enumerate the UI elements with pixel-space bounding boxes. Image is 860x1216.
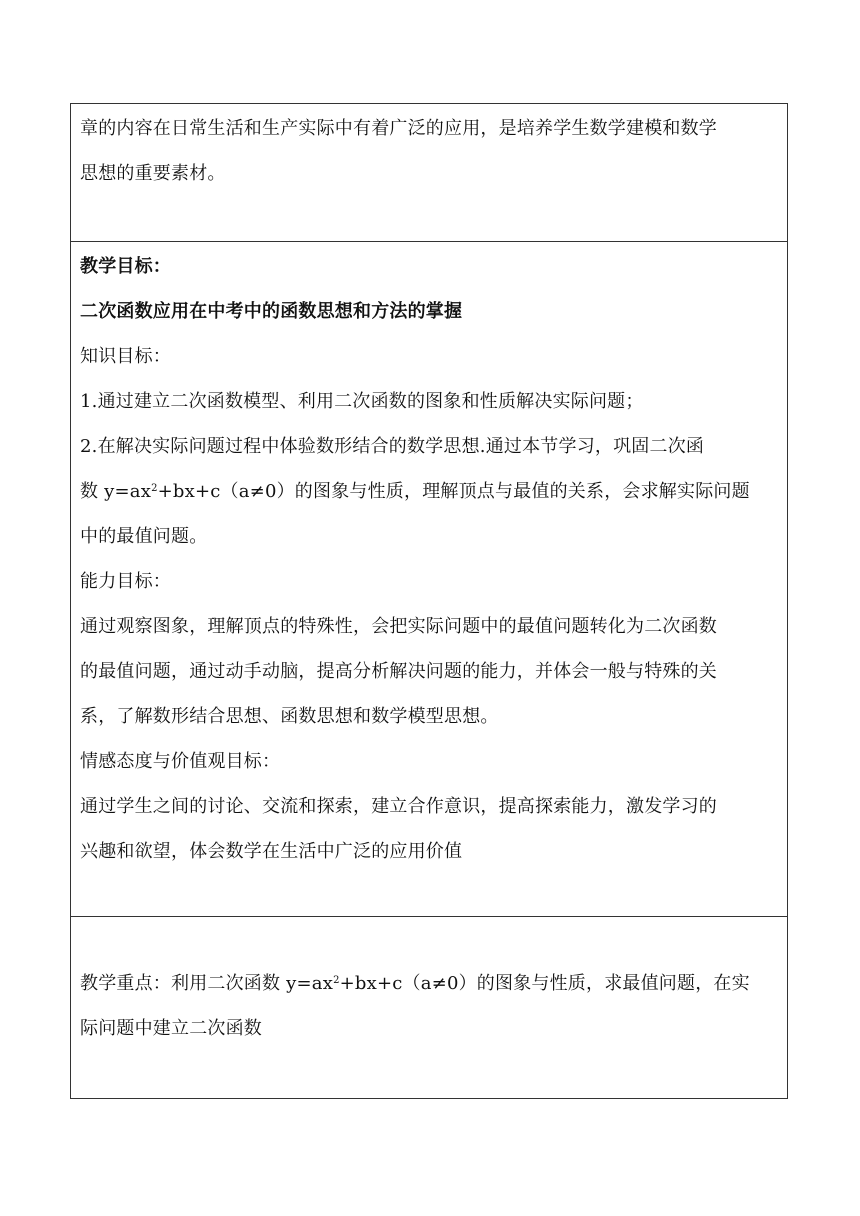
intro-cell: [71, 104, 787, 242]
keypoint-prefix: 教学重点：利用二次函数 y=ax: [80, 973, 334, 994]
knowledge-goal-2-line-3: 中的最值问题。: [80, 526, 208, 547]
intro-line-1: 章的内容在日常生活和生产实际中有着广泛的应用，是培养学生数学建模和数学: [80, 118, 717, 139]
formula-exponent: 2: [151, 483, 158, 494]
formula-prefix: 数 y=ax: [80, 481, 152, 502]
goals-heading: 教学目标：: [80, 256, 171, 277]
ability-goal-line-1: 通过观察图象，理解顶点的特殊性，会把实际问题中的最值问题转化为二次函数: [80, 616, 717, 637]
keypoint-line-1: [80, 961, 779, 1006]
emotion-goals-label: 情感态度与价值观目标：: [80, 751, 281, 772]
teaching-goals-cell: [71, 242, 787, 917]
keypoint-line-2: 际问题中建立二次函数: [80, 1018, 262, 1039]
knowledge-goal-2-line-2: [80, 469, 779, 514]
emotion-goal-line-1: 通过学生之间的讨论、交流和探索，建立合作意识，提高探索能力，激发学习的: [80, 796, 717, 817]
goals-subheading: 二次函数应用在中考中的函数思想和方法的掌握: [80, 301, 463, 322]
knowledge-goals-label: 知识目标：: [80, 346, 171, 367]
intro-line-2: 思想的重要素材。: [80, 163, 226, 184]
knowledge-goal-1: 1.通过建立二次函数模型、利用二次函数的图象和性质解决实际问题；: [80, 391, 644, 412]
keypoint-suffix: +bx+c（a≠0）的图象与性质，求最值问题，在实: [339, 973, 750, 994]
ability-goals-label: 能力目标：: [80, 571, 171, 592]
teaching-keypoint-cell: [71, 917, 787, 1098]
keypoint-exponent: 2: [333, 975, 340, 986]
formula-suffix: +bx+c（a≠0）的图象与性质，理解顶点与最值的关系，会求解实际问题: [157, 481, 750, 502]
emotion-goal-line-2: 兴趣和欲望，体会数学在生活中广泛的应用价值: [80, 841, 463, 862]
ability-goal-line-3: 系，了解数形结合思想、函数思想和数学模型思想。: [80, 706, 499, 727]
knowledge-goal-2-line-1: 2.在解决实际问题过程中体验数形结合的数学思想.通过本节学习，巩固二次函: [80, 436, 705, 457]
ability-goal-line-2: 的最值问题，通过动手动脑，提高分析解决问题的能力，并体会一般与特殊的关: [80, 661, 717, 682]
lesson-plan-table: [70, 103, 788, 1099]
